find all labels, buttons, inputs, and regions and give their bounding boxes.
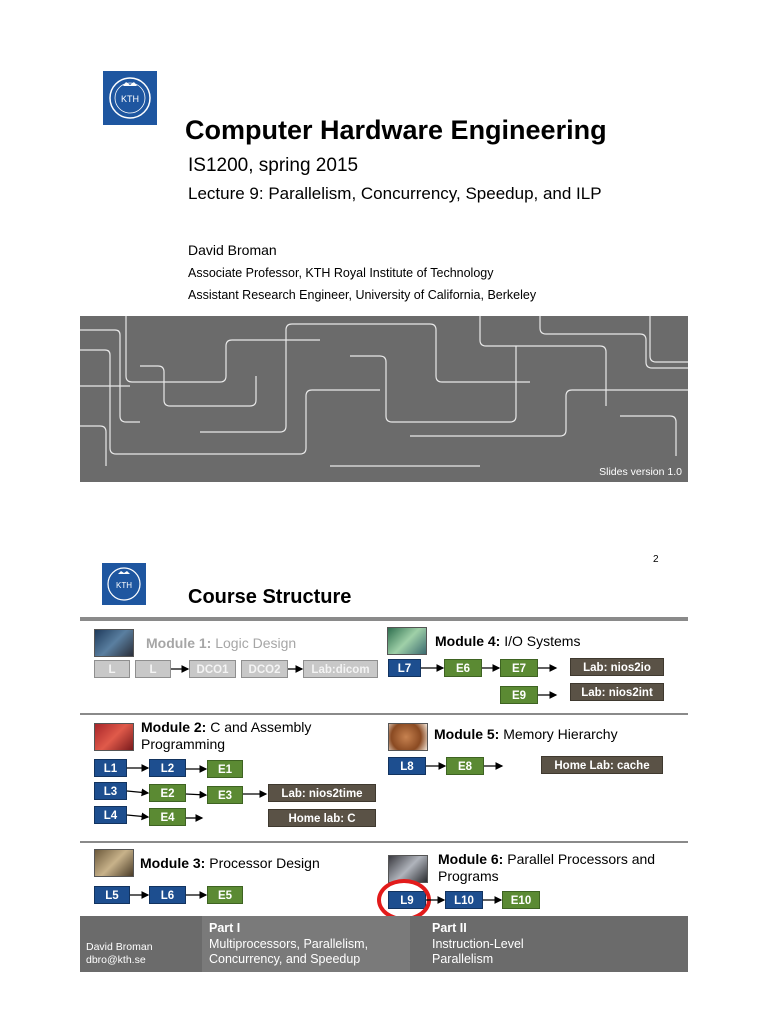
slide-footer xyxy=(80,916,688,972)
module5-name: Memory Hierarchy xyxy=(503,726,618,742)
m4-box-lab-nios2int: Lab: nios2int xyxy=(570,683,664,701)
m2-box-e1: E1 xyxy=(207,760,243,778)
m3-box-e5: E5 xyxy=(207,886,243,904)
part2-tab xyxy=(425,916,625,972)
m4-box-e6: E6 xyxy=(444,659,482,677)
logo-text-small: KTH xyxy=(116,581,132,590)
m6-box-e10: E10 xyxy=(502,891,540,909)
part2-title: Part II xyxy=(432,921,467,935)
part1-line1: Multiprocessors, Parallelism, xyxy=(209,937,369,951)
footer-email: dbro@kth.se xyxy=(86,954,146,966)
module4-label: Module 4: xyxy=(435,633,501,649)
course-code: IS1200, spring 2015 xyxy=(188,155,359,176)
m2-box-lab-nios2time: Lab: nios2time xyxy=(268,784,376,802)
m6-box-l9: L9 xyxy=(388,891,426,909)
course-structure-title: Course Structure xyxy=(188,586,352,608)
m1-box-l1: L xyxy=(94,660,130,678)
logo-text: KTH xyxy=(121,94,139,104)
slide-title: Computer Hardware Engineering xyxy=(185,115,607,145)
module1-name: Logic Design xyxy=(215,635,297,651)
m4-box-e7: E7 xyxy=(500,659,538,677)
m2-box-home-lab-c: Home lab: C xyxy=(268,809,376,827)
m1-box-dco1: DCO1 xyxy=(189,660,236,678)
m1-box-lab: Lab:dicom xyxy=(303,660,378,678)
module6-label: Module 6: xyxy=(438,851,504,867)
slides-version: Slides version 1.0 xyxy=(599,466,682,478)
part2-line2: Parallelism xyxy=(432,952,494,966)
m2-box-l2: L2 xyxy=(149,759,186,777)
part1-tab xyxy=(202,916,410,972)
m5-box-e8: E8 xyxy=(446,757,484,775)
m5-box-home-lab-cache: Home Lab: cache xyxy=(541,756,663,774)
m2-box-l3: L3 xyxy=(94,782,127,800)
affiliation-2: Assistant Research Engineer, University of California, Berkeley xyxy=(188,288,537,302)
m1-box-dco2: DCO2 xyxy=(241,660,288,678)
author-name: David Broman xyxy=(188,242,277,258)
m5-box-l8: L8 xyxy=(388,757,426,775)
page-number: 2 xyxy=(653,554,659,565)
footer-name: David Broman xyxy=(86,941,153,953)
m4-box-lab-nios2io: Lab: nios2io xyxy=(570,658,664,676)
module2-name: C and Assembly Programming xyxy=(141,719,312,752)
module3-label: Module 3: xyxy=(140,855,206,871)
m2-box-e3: E3 xyxy=(207,786,243,804)
m2-box-l4: L4 xyxy=(94,806,127,824)
m1-box-l2: L xyxy=(135,660,171,678)
part1-line2: Concurrency, and Speedup xyxy=(209,952,361,966)
part2-description xyxy=(432,937,524,967)
m4-box-e9: E9 xyxy=(500,686,538,704)
m4-box-l7: L7 xyxy=(388,659,421,677)
part1-title: Part I xyxy=(209,921,241,935)
lecture-title: Lecture 9: Parallelism, Concurrency, Speedup, and ILP xyxy=(188,184,602,203)
module6-name: Parallel Processors and Programs xyxy=(438,851,656,884)
m3-box-l6: L6 xyxy=(149,886,186,904)
module5-label: Module 5: xyxy=(434,726,500,742)
module1-label: Module 1: xyxy=(146,635,212,651)
part1-description xyxy=(209,937,368,967)
footer-author xyxy=(86,941,153,967)
module3-name: Processor Design xyxy=(209,855,320,871)
module2-label: Module 2: xyxy=(141,719,207,735)
m3-box-l5: L5 xyxy=(94,886,130,904)
m6-box-l10: L10 xyxy=(445,891,483,909)
m2-box-e2: E2 xyxy=(149,784,186,802)
m2-box-l1: L1 xyxy=(94,759,127,777)
affiliation-1: Associate Professor, KTH Royal Institute of Technology xyxy=(188,266,494,280)
m2-box-e4: E4 xyxy=(149,808,186,826)
part2-line1: Instruction-Level xyxy=(432,937,524,951)
module4-name: I/O Systems xyxy=(504,633,581,649)
